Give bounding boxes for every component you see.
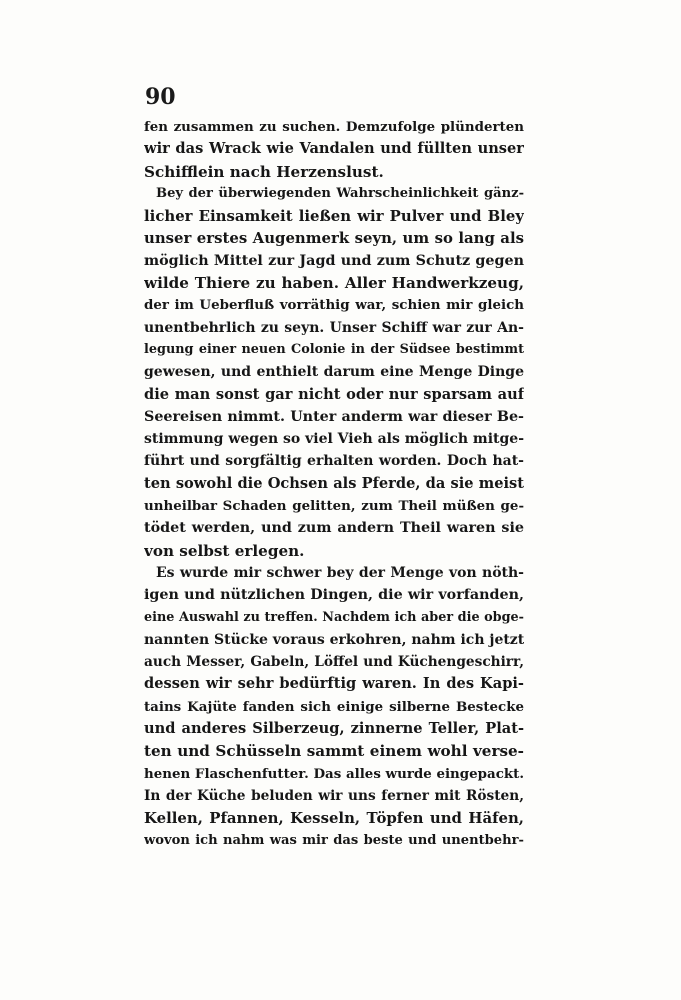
text-line: ten und Schüsseln sammt einem wohl verse- [144,742,524,761]
page-number: 90 [145,84,176,110]
text-line: igen und nützlichen Dingen, die wir vorfanden, [144,587,524,604]
text-line: In der Küche beluden wir uns ferner mit Rösten, [144,787,524,804]
text-line: nannten Stücke voraus erkohren, nahm ich jetzt [144,631,524,648]
text-line: licher Einsamkeit ließen wir Pulver und Bley [144,207,524,226]
text-line: henen Flaschenfutter. Das alles wurde eingepackt. [144,765,524,782]
text-line: wir das Wrack wie Vandalen und füllten unser [144,140,524,158]
text-line: fen zusammen zu suchen. Demzufolge plünderten [144,119,524,135]
text-line: unheilbar Schaden gelitten, zum Theil müßen ge- [144,498,524,515]
text-line: möglich Mittel zur Jagd und zum Schutz gegen [144,252,524,269]
text-line: von selbst erlegen. [144,541,305,560]
text-line: ten sowohl die Ochsen als Pferde, da sie meist [144,474,524,492]
text-line: dessen wir sehr bedürftig waren. In des Kapi- [144,675,524,693]
text-line: führt und sorgfältig erhalten worden. Doch hat- [144,453,524,470]
text-line: legung einer neuen Colonie in der Südsee bestimmt [144,341,524,357]
text-line: Es wurde mir schwer bey der Menge von nöth- [156,564,524,581]
text-line: tödet werden, und zum andern Theil waren sie [144,520,524,537]
text-line: wilde Thiere zu haben. Aller Handwerkzeug, [144,274,524,293]
text-line: eine Auswahl zu treffen. Nachdem ich aber die obge- [144,609,524,625]
text-line: tains Kajüte fanden sich einige silberne Bestecke [144,698,524,715]
text-line: unser erstes Augenmerk seyn, um so lang als [144,229,524,248]
text-line: Kellen, Pfannen, Kesseln, Töpfen und Häfen, [144,809,524,828]
text-line: stimmung wegen so viel Vieh als möglich mitge- [144,431,524,448]
text-line: Schifflein nach Herzenslust. [144,162,384,181]
text-line: wovon ich nahm was mir das beste und unentbehr- [144,832,524,848]
text-line: Bey der überwiegenden Wahrscheinlichkeit gänz- [156,185,524,201]
text-line: der im Ueberfluß vorräthig war, schien mir gleich [144,297,524,314]
body-text [144,116,524,852]
text-line: die man sonst gar nicht oder nur sparsam auf [144,385,524,403]
text-line: und anderes Silberzeug, zinnerne Teller, Plat- [144,720,524,738]
text-line: auch Messer, Gabeln, Löffel und Küchengeschirr, [144,654,524,671]
text-line: gewesen, und enthielt darum eine Menge Dinge [144,364,524,381]
text-line: Seereisen nimmt. Unter anderm war dieser Be- [144,408,524,425]
text-line: unentbehrlich zu seyn. Unser Schiff war zur An- [144,319,524,336]
